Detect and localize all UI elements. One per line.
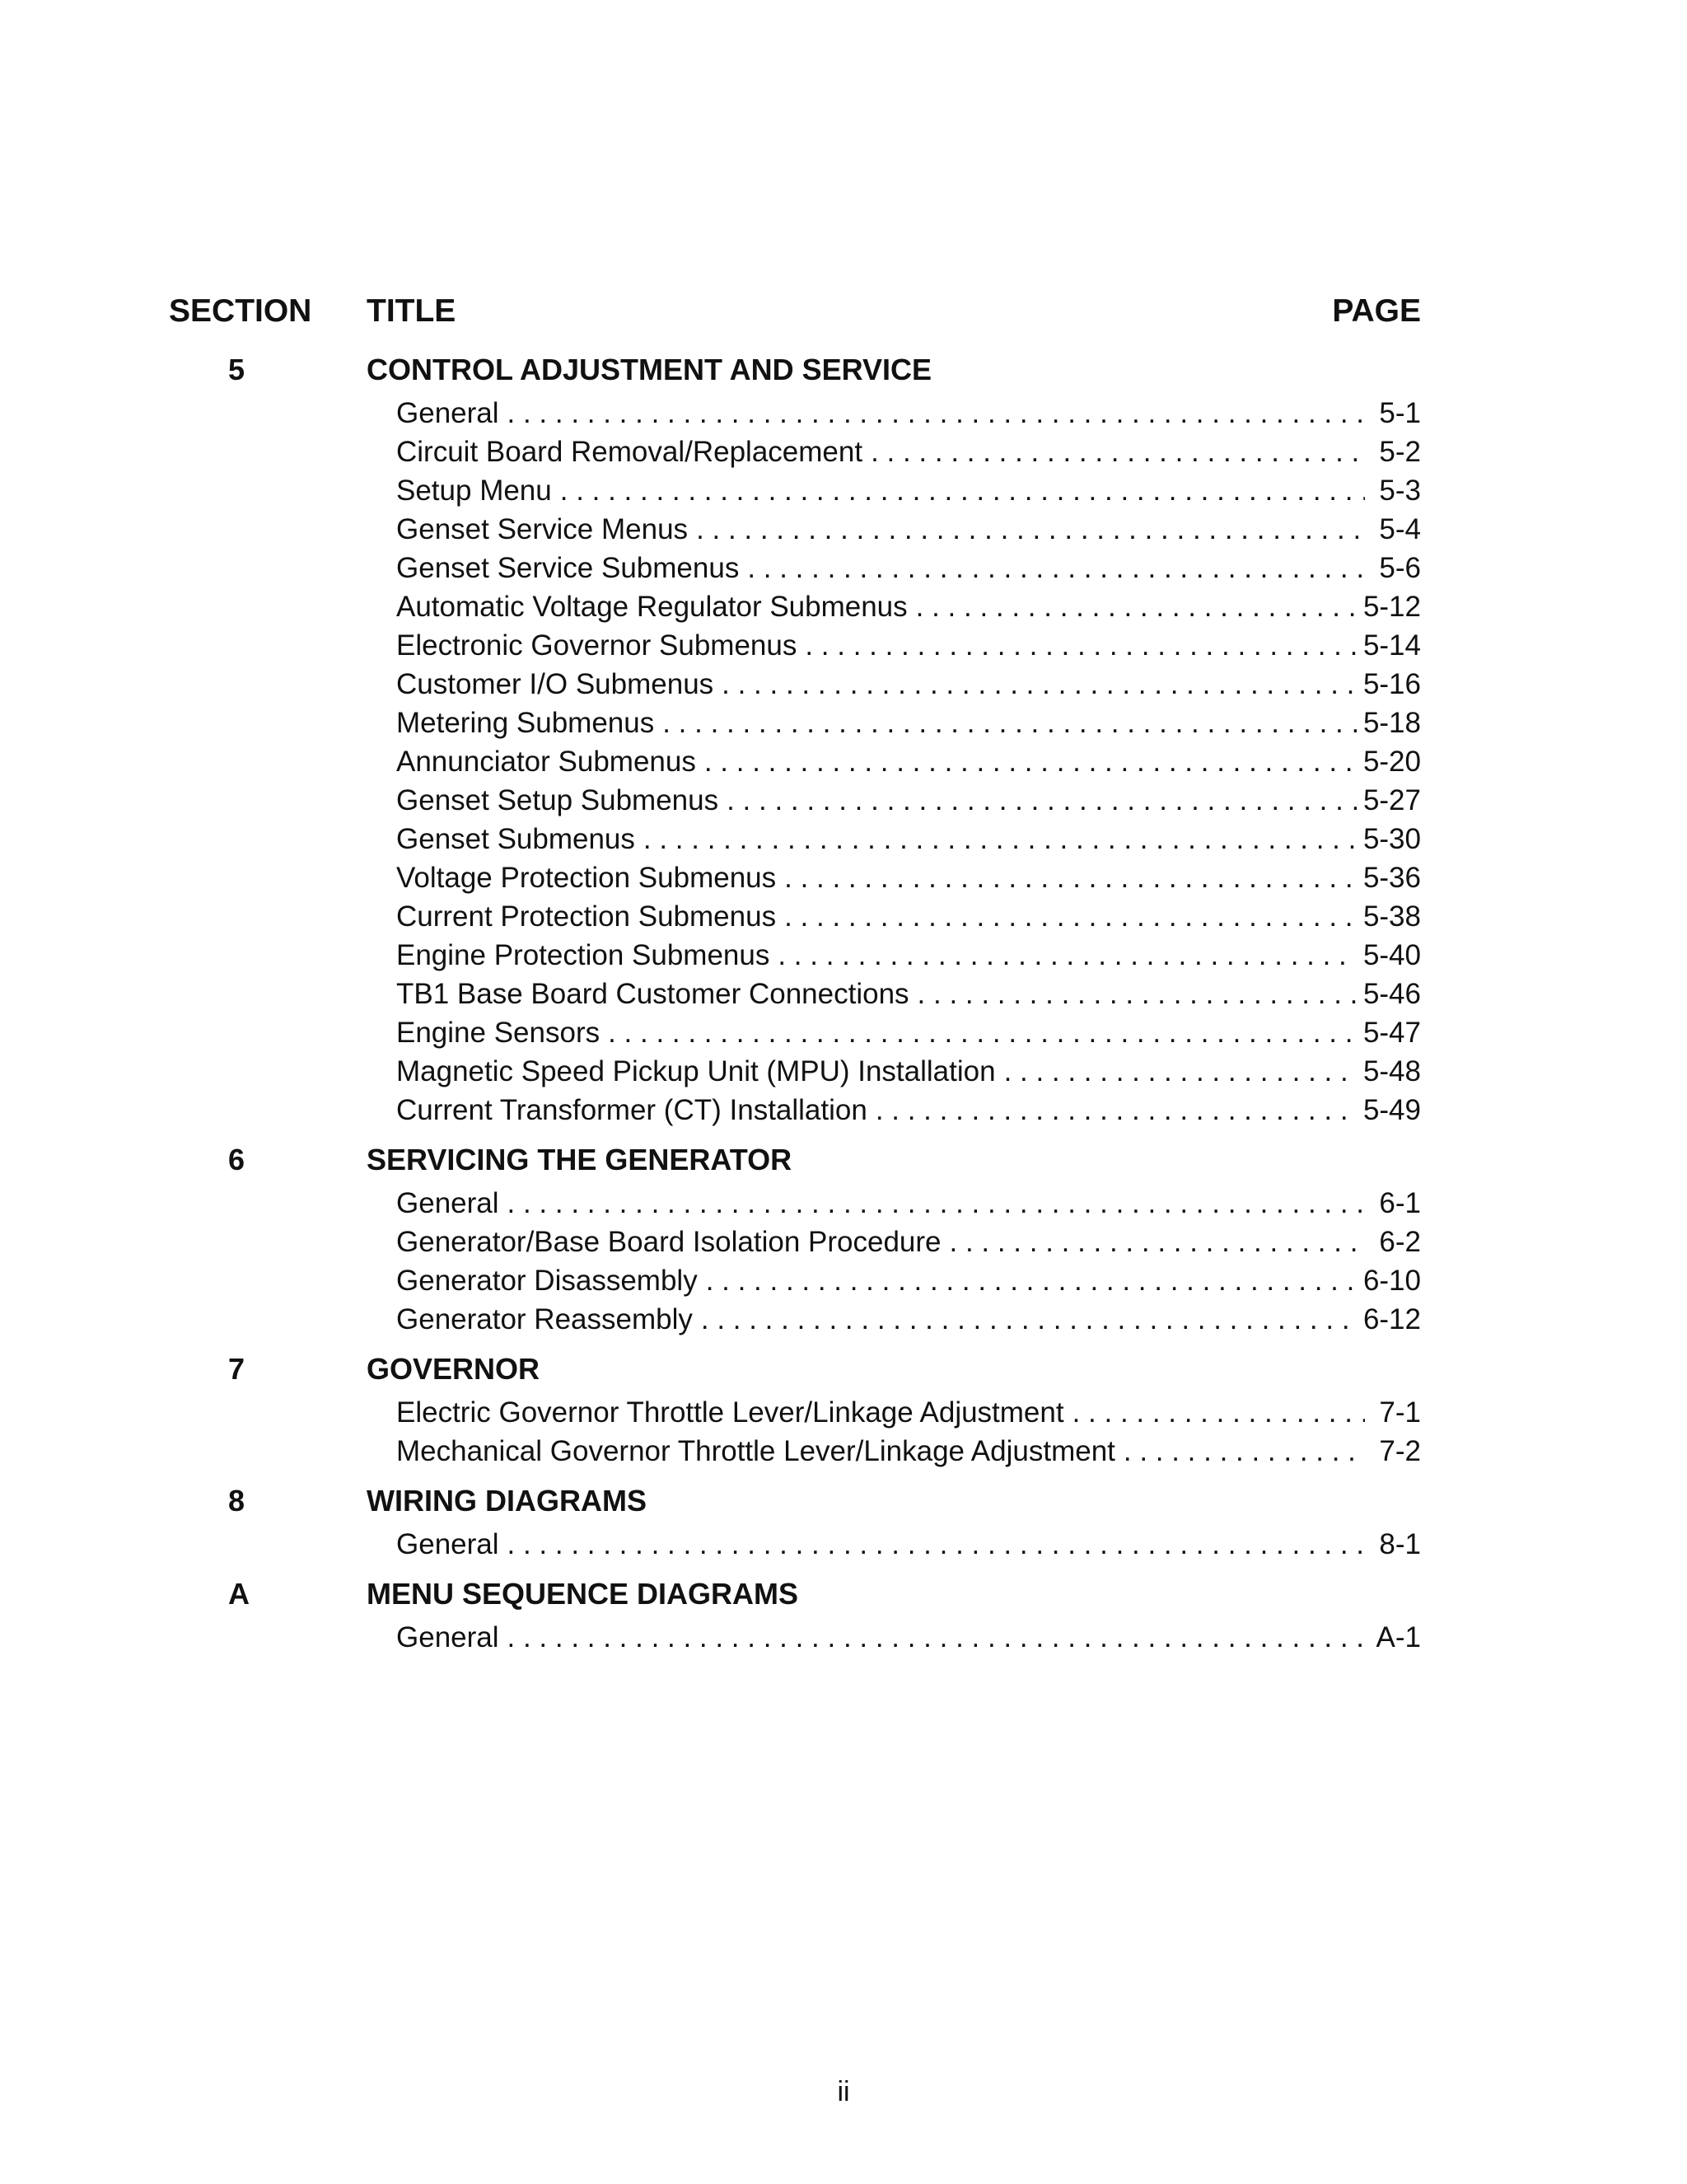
entry-page-number: 5-27 xyxy=(1362,784,1421,816)
entry-page-number: 8-1 xyxy=(1379,1528,1421,1560)
entry-title: Genset Service Menus xyxy=(396,513,689,545)
toc-section xyxy=(169,1474,1421,1567)
entry-title: Engine Protection Submenus xyxy=(396,939,770,971)
toc-entry[interactable] xyxy=(396,1094,1421,1133)
dot-leader xyxy=(918,978,1357,1011)
entry-page-number: 5-16 xyxy=(1362,668,1421,700)
toc-entry[interactable] xyxy=(396,591,1421,629)
entry-page-number: 5-2 xyxy=(1379,436,1421,468)
dot-leader xyxy=(747,552,1365,585)
section-heading: 7 GOVERNOR xyxy=(228,1352,540,1386)
dot-leader xyxy=(784,900,1357,933)
toc-entry[interactable] xyxy=(396,1621,1421,1660)
toc-entry[interactable] xyxy=(396,1187,1421,1226)
toc-entry[interactable] xyxy=(396,513,1421,552)
entry-page-number: 5-14 xyxy=(1362,629,1421,662)
toc-entry[interactable] xyxy=(396,900,1421,939)
page-column-header: PAGE xyxy=(1332,293,1421,329)
entry-page-number: 7-2 xyxy=(1379,1435,1421,1467)
entry-page-number: 5-6 xyxy=(1379,552,1421,584)
toc-entry[interactable] xyxy=(396,1528,1421,1567)
entry-title: Automatic Voltage Regulator Submenus xyxy=(396,591,908,623)
dot-leader xyxy=(1004,1055,1357,1088)
section-entries xyxy=(169,391,1421,1133)
dot-leader xyxy=(507,397,1365,430)
entry-page-number: 6-2 xyxy=(1379,1226,1421,1258)
section-heading: A MENU SEQUENCE DIAGRAMS xyxy=(228,1577,799,1611)
dot-leader xyxy=(876,1094,1357,1127)
section-heading: 5 CONTROL ADJUSTMENT AND SERVICE xyxy=(228,353,932,386)
dot-leader xyxy=(1124,1435,1365,1468)
toc-entry[interactable] xyxy=(396,475,1421,513)
toc-entry[interactable] xyxy=(396,939,1421,978)
page-number: ii xyxy=(837,2076,850,2107)
entry-page-number: A-1 xyxy=(1376,1621,1421,1653)
entry-title: Current Protection Submenus xyxy=(396,900,777,933)
toc-section xyxy=(169,1567,1421,1660)
toc-entry[interactable] xyxy=(396,1435,1421,1474)
dot-leader xyxy=(706,1265,1357,1298)
dot-leader xyxy=(778,939,1357,972)
entry-title: Generator/Base Board Isolation Procedure xyxy=(396,1226,942,1258)
toc-header xyxy=(169,285,1421,343)
entry-title: Setup Menu xyxy=(396,475,552,507)
entry-page-number: 7-1 xyxy=(1379,1396,1421,1429)
toc-entry[interactable] xyxy=(396,978,1421,1017)
dot-leader xyxy=(662,707,1357,740)
dot-leader xyxy=(1072,1396,1365,1429)
toc-entry[interactable] xyxy=(396,746,1421,784)
dot-leader xyxy=(722,668,1357,701)
section-title: GOVERNOR xyxy=(367,1352,540,1386)
section-entries xyxy=(169,1390,1421,1474)
toc-entry[interactable] xyxy=(396,552,1421,591)
entry-title: Generator Reassembly xyxy=(396,1303,693,1335)
entry-page-number: 5-18 xyxy=(1362,707,1421,739)
entry-title: Circuit Board Removal/Replacement xyxy=(396,436,863,468)
entry-title: Voltage Protection Submenus xyxy=(396,862,777,894)
toc-entry[interactable] xyxy=(396,397,1421,436)
section-entries xyxy=(169,1522,1421,1567)
entry-title: Customer I/O Submenus xyxy=(396,668,714,700)
toc-section xyxy=(169,1342,1421,1474)
dot-leader xyxy=(950,1226,1366,1259)
toc-section xyxy=(169,343,1421,1133)
section-heading: 8 WIRING DIAGRAMS xyxy=(228,1484,647,1518)
section-title: MENU SEQUENCE DIAGRAMS xyxy=(367,1577,799,1611)
entry-page-number: 5-40 xyxy=(1362,939,1421,971)
entry-title: Metering Submenus xyxy=(396,707,655,739)
entry-title: General xyxy=(396,1187,499,1219)
toc-entry[interactable] xyxy=(396,784,1421,823)
entry-page-number: 5-30 xyxy=(1362,823,1421,855)
entry-page-number: 5-3 xyxy=(1379,475,1421,507)
entry-page-number: 5-49 xyxy=(1362,1094,1421,1126)
entry-page-number: 5-46 xyxy=(1362,978,1421,1010)
toc-entry[interactable] xyxy=(396,1396,1421,1435)
section-heading: 6 SERVICING THE GENERATOR xyxy=(228,1143,792,1176)
dot-leader xyxy=(871,436,1365,469)
entry-page-number: 5-36 xyxy=(1362,862,1421,894)
dot-leader xyxy=(805,629,1357,662)
entry-title: General xyxy=(396,1621,499,1653)
dot-leader xyxy=(643,823,1357,856)
entry-page-number: 5-1 xyxy=(1379,397,1421,429)
toc-entry[interactable] xyxy=(396,1226,1421,1265)
section-title: SERVICING THE GENERATOR xyxy=(367,1143,792,1176)
entry-title: Current Transformer (CT) Installation xyxy=(396,1094,867,1126)
entry-title: Genset Setup Submenus xyxy=(396,784,719,816)
toc-entry[interactable] xyxy=(396,668,1421,707)
entry-title: General xyxy=(396,397,499,429)
toc-entry[interactable] xyxy=(396,707,1421,746)
dot-leader xyxy=(560,475,1365,507)
toc-sections xyxy=(169,343,1421,1660)
entry-page-number: 5-48 xyxy=(1362,1055,1421,1087)
toc-entry[interactable] xyxy=(396,1303,1421,1342)
dot-leader xyxy=(784,862,1357,895)
toc-entry[interactable] xyxy=(396,436,1421,475)
dot-leader xyxy=(507,1621,1365,1654)
entry-title: Genset Submenus xyxy=(396,823,635,855)
entry-title: Magnetic Speed Pickup Unit (MPU) Installation xyxy=(396,1055,996,1087)
toc-entry[interactable] xyxy=(396,1265,1421,1303)
dot-leader xyxy=(704,746,1357,779)
entry-title: Genset Service Submenus xyxy=(396,552,740,584)
entry-title: Generator Disassembly xyxy=(396,1265,698,1297)
toc-entry[interactable] xyxy=(396,862,1421,900)
toc-section xyxy=(169,1133,1421,1342)
section-entries xyxy=(169,1181,1421,1342)
entry-title: Engine Sensors xyxy=(396,1017,600,1049)
toc-entry[interactable] xyxy=(396,823,1421,862)
section-entries xyxy=(169,1615,1421,1660)
toc-entry[interactable] xyxy=(396,629,1421,668)
entry-page-number: 5-4 xyxy=(1379,513,1421,545)
dot-leader xyxy=(507,1187,1365,1220)
toc-entry[interactable] xyxy=(396,1017,1421,1055)
entry-page-number: 5-47 xyxy=(1362,1017,1421,1049)
dot-leader xyxy=(916,591,1357,624)
title-column-header: TITLE xyxy=(367,293,456,329)
entry-title: TB1 Base Board Customer Connections xyxy=(396,978,909,1010)
entry-page-number: 6-12 xyxy=(1362,1303,1421,1335)
dot-leader xyxy=(507,1528,1365,1561)
dot-leader xyxy=(608,1017,1357,1050)
entry-title: General xyxy=(396,1528,499,1560)
entry-page-number: 6-1 xyxy=(1379,1187,1421,1219)
entry-title: Electric Governor Throttle Lever/Linkage Adjustment xyxy=(396,1396,1064,1429)
entry-title: Mechanical Governor Throttle Lever/Linkage Adjustment xyxy=(396,1435,1115,1467)
entry-page-number: 5-20 xyxy=(1362,746,1421,778)
entry-page-number: 6-10 xyxy=(1362,1265,1421,1297)
entry-page-number: 5-12 xyxy=(1362,591,1421,623)
dot-leader xyxy=(727,784,1357,817)
entry-page-number: 5-38 xyxy=(1362,900,1421,933)
entry-title: Annunciator Submenus xyxy=(396,746,696,778)
section-title: CONTROL ADJUSTMENT AND SERVICE xyxy=(367,353,932,386)
toc-entry[interactable] xyxy=(396,1055,1421,1094)
dot-leader xyxy=(701,1303,1357,1336)
entry-title: Electronic Governor Submenus xyxy=(396,629,797,662)
section-column-header: SECTION xyxy=(169,293,312,329)
section-title: WIRING DIAGRAMS xyxy=(367,1484,647,1518)
dot-leader xyxy=(696,513,1365,546)
table-of-contents xyxy=(169,285,1421,1660)
